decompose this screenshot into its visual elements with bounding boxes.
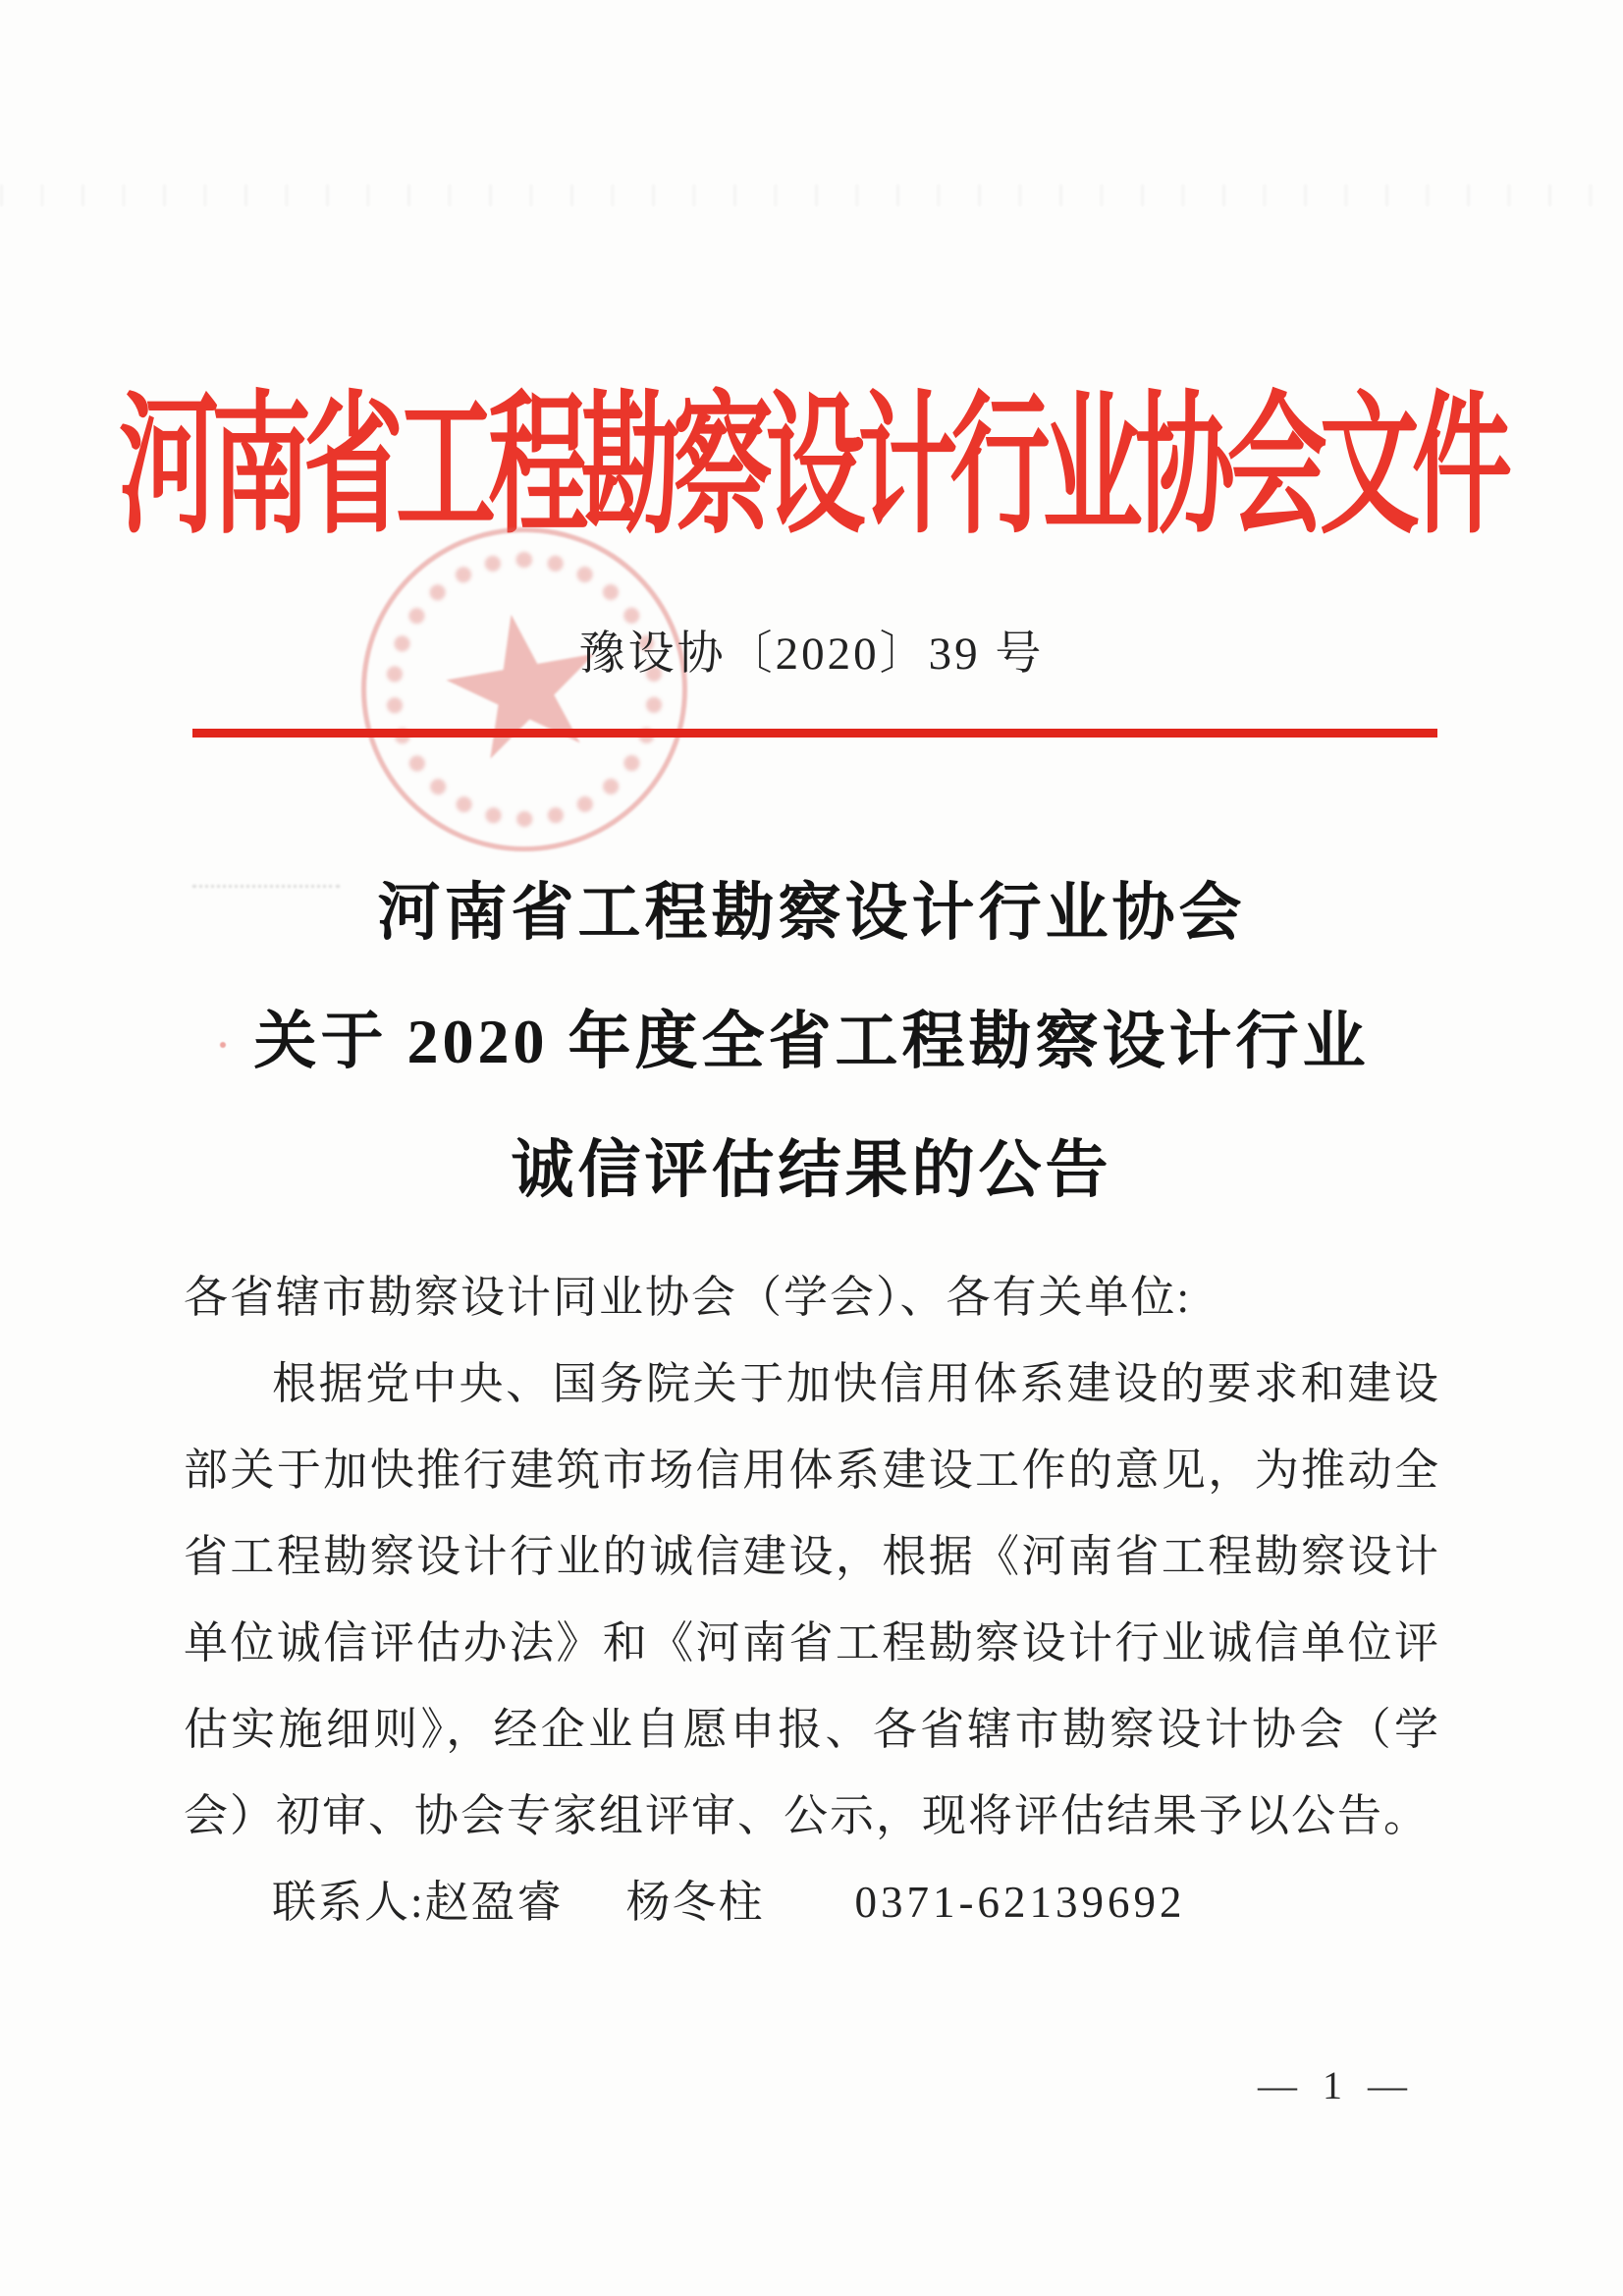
- contact-name: 杨冬柱: [625, 1878, 765, 1927]
- contact-label: 联系人:: [272, 1878, 425, 1927]
- document-number: 豫设协〔2020〕39 号: [578, 629, 1045, 680]
- contact-phone: 0371-62139692: [854, 1878, 1186, 1927]
- heading-line-2: 关于 2020 年度全省工程勘察设计行业: [253, 1007, 1370, 1076]
- body-line: 根据党中央、国务院关于加快信用体系建设的要求和建设: [272, 1359, 1440, 1408]
- scan-artifact: [0, 185, 1623, 206]
- contact-line: [184, 1859, 1440, 1945]
- heading-line-1: 河南省工程勘察设计行业协会: [377, 878, 1246, 948]
- salutation-line: 各省辖市勘察设计同业协会（学会）、各有关单位:: [184, 1273, 1192, 1322]
- letterhead-title: 河南省工程勘察设计行业协会文件: [118, 383, 1505, 553]
- heading-line-3: 诚信评估结果的公告: [511, 1135, 1112, 1205]
- body-line: 单位诚信评估办法》和《河南省工程勘察设计行业诚信单位评: [184, 1618, 1440, 1667]
- page-number: — 1 —: [1258, 2063, 1415, 2107]
- body-line: 省工程勘察设计行业的诚信建设，根据《河南省工程勘察设计: [184, 1532, 1440, 1581]
- letterhead-divider: [192, 729, 1437, 738]
- contact-name: 赵盈睿: [424, 1878, 564, 1927]
- body-line: 估实施细则》，经企业自愿申报、各省辖市勘察设计协会（学: [184, 1705, 1440, 1754]
- official-seal-stamp: [361, 527, 687, 851]
- body-line: 会）初审、协会专家组评审、公示，现将评估结果予以公告。: [184, 1791, 1431, 1840]
- document-body: [184, 1254, 1440, 1945]
- document-heading: [0, 848, 1623, 1234]
- body-line: 部关于加快推行建筑市场信用体系建设工作的意见，为推动全: [184, 1446, 1440, 1495]
